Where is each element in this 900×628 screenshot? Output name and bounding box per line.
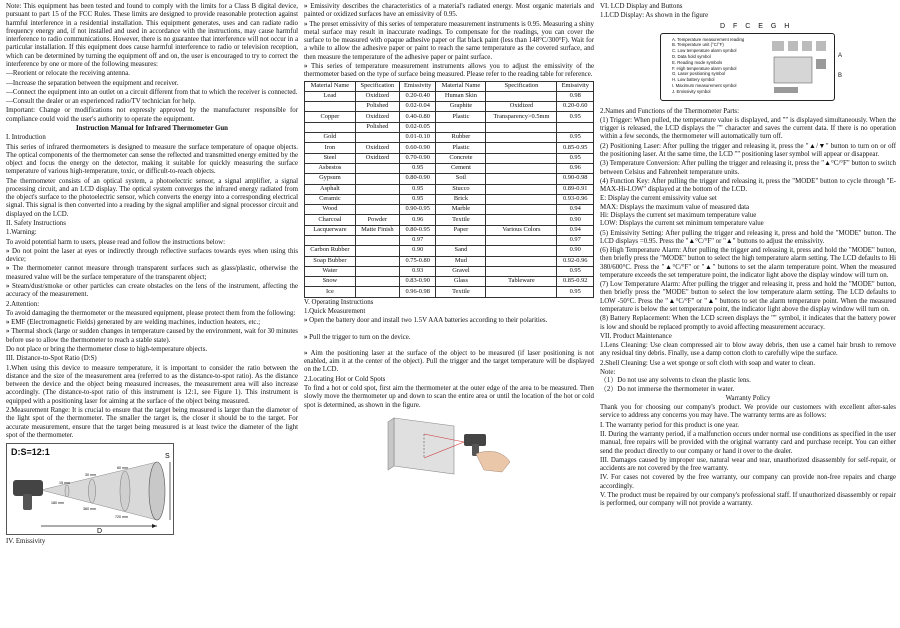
table-cell (355, 205, 399, 215)
warranty-item: I. The warranty period for this product is one year. (600, 421, 739, 429)
table-cell: 0.02-0.04 (399, 102, 436, 112)
maintenance-item: 2.Shell Cleaning: Use a wet sponge or soft cloth with soap and water to clean. (600, 359, 816, 367)
attention-item: » Thermal shock (large or sudden changes in temperature caused by the environment, wait for 30 minutes before use to allow the thermometer to reach a stable state). (6, 328, 298, 345)
emissivity-table (304, 81, 594, 298)
table-cell: Glass (436, 277, 486, 287)
part-item: (1) Trigger: When pulled, the temperature value is displayed, and "" is displayed simultaneously. When the trigger is released, the LCD displays the "" character and saves the current data. If there is no operation within a few seconds, the thermometer will automatically turn off. (600, 116, 896, 141)
table-cell (557, 122, 594, 132)
column-middle (304, 3, 594, 625)
warning-heading: 1.Warning: (6, 229, 37, 237)
table-row (305, 153, 594, 163)
lcd-legend-item: H. Low battery symbol (672, 77, 715, 83)
warranty-item: IV. For cases not covered by the free warranty, our company can provide non-free repairs and charge accordingly. (600, 474, 896, 490)
table-row (305, 102, 594, 112)
part-item: (3) Temperature Conversion: After pulling the trigger and releasing it, press the "▲°C/°F" button to switch between Celsius and Fahrenheit temperature units. (600, 160, 896, 176)
lcd-callout-b: B (838, 72, 843, 79)
lcd-subheading: 1.LCD Display: As shown in the figure (600, 12, 709, 20)
table-cell (486, 143, 557, 153)
table-cell: 0.95 (399, 194, 436, 204)
column-header: Emissivity (557, 81, 594, 91)
lcd-legend-item: I. Maximum measurement symbol (672, 82, 737, 88)
lcd-legend-item: B. Temperature unit (°C/°F) (672, 42, 724, 48)
table-cell: Snow (305, 277, 356, 287)
table-row (305, 277, 594, 287)
lcd-heading: VI. LCD Display and Buttons (600, 3, 683, 10)
table-row (305, 225, 594, 235)
parts-heading: 2.Names and Functions of the Thermometer Parts: (600, 107, 739, 115)
hot-spot-figure (304, 412, 594, 476)
table-cell: Concrete (436, 153, 486, 163)
table-cell (355, 174, 399, 184)
table-cell: Asbestos (305, 163, 356, 173)
table-cell (486, 153, 557, 163)
attention-intro: To avoid damaging the thermometer or the measured equipment, please protect them from the following: (6, 309, 296, 317)
part-item: (4) Function Key: After pulling the trigger and releasing it, press the "MODE" button to cycle through "E-MAX-Hi-LOW" displayed at the bottom of the LCD. (600, 177, 896, 194)
warning-item: » The thermometer cannot measure through transparent surfaces such as glass/plastic, otherwise the measured value will be the surface temperature of the transparent object; (6, 265, 298, 282)
table-cell (486, 256, 557, 266)
ops-subheading: 2.Locating Hot or Cold Spots (304, 375, 386, 383)
table-cell: Plastic (436, 112, 486, 122)
table-cell: 0.94 (557, 205, 594, 215)
table-cell: Lead (305, 91, 356, 101)
table-cell: 0.80-0.95 (399, 225, 436, 235)
table-cell: 0.95 (557, 266, 594, 276)
table-cell: Ice (305, 287, 356, 297)
table-cell (486, 163, 557, 173)
lcd-legend-item: D. Data hold symbol (672, 53, 711, 59)
table-cell: 0.85-0.95 (557, 143, 594, 153)
lcd-callout-letters: D F C E G H (720, 22, 793, 30)
table-cell: 0.95 (399, 184, 436, 194)
fcc-statement: Note: This equipment has been tested and found to comply with the limits for a Class B digital device, pursuant to part 15 of the FCC Rules. These limits are designed to provide reasonable protection against harmful interference in a residential installation. This equipment generates, uses and can radiate radio frequency energy and, if not installed and used in accordance with the instructions, may cause harmful interference to radio communications. However, there is no guarantee that interference will not occur in a particular installation. If this equipment does cause harmful interference to radio or television reception, which can be determined by turning the equipment off and on, the user is encouraged to try to correct the interference by one or more of the following measures: (6, 3, 298, 68)
fig-label-distance: 720 mm (115, 515, 128, 520)
table-cell: 0.90 (557, 246, 594, 256)
table-cell: Soil (436, 174, 486, 184)
table-cell: Polished (355, 102, 399, 112)
table-cell: Oxidized (355, 153, 399, 163)
table-cell: Various Colors (486, 225, 557, 235)
lcd-figure (600, 23, 896, 105)
table-row (305, 194, 594, 204)
table-cell: 0.95 (557, 153, 594, 163)
table-cell: Wood (305, 205, 356, 215)
table-row (305, 205, 594, 215)
table-cell: 0.90 (399, 246, 436, 256)
warranty-intro: Thank you for choosing our company's product. We provide our customers with excellent after-sales service to address any concerns you may have. The warranty terms are as follows: (600, 404, 896, 420)
table-row (305, 163, 594, 173)
table-row (305, 235, 594, 245)
table-cell: 0.90-0.95 (399, 205, 436, 215)
column-right (600, 3, 896, 625)
table-cell (355, 163, 399, 173)
table-cell: Tableware (486, 277, 557, 287)
table-cell: Soap Bubber (305, 256, 356, 266)
table-cell (355, 266, 399, 276)
table-cell (486, 122, 557, 132)
table-row (305, 122, 594, 132)
table-cell: 0.75-0.80 (399, 256, 436, 266)
table-cell: 0.90 (557, 215, 594, 225)
table-cell: 0.93 (399, 266, 436, 276)
ds-paragraph: 1.When using this device to measure temperature, it is important to consider the ratio between the distance and the size of the measurement area (referred to as the distance-to-spot ratio). As the distance between the device and the object being measured increases, the measurement area will also increase accordingly. (The distance-to-spot ratio of this instrument is 12:1, see Figure 1). This instrument is equipped with a positioning laser for aiming at the surface of the object being measured. (6, 364, 298, 405)
table-cell (355, 133, 399, 143)
ops-heading: V. Operating Instructions (304, 298, 374, 306)
lcd-digits (770, 39, 830, 97)
table-cell: Ceramic (305, 194, 356, 204)
scan-illustration (304, 412, 594, 476)
table-cell (486, 235, 557, 245)
table-cell: Rubber (436, 133, 486, 143)
column-header: Specification (355, 81, 399, 91)
warranty-item: II. During the warranty period, if a malfunction occurs under normal use conditions as specified in the user manual, free repairs will be provided with the original warranty card and purchase receipt. You can either send the product directly to our company or hand it over to the dealer. (600, 430, 896, 455)
table-row (305, 215, 594, 225)
table-cell: Powder (355, 215, 399, 225)
fig-label-distance: 360 mm (83, 507, 96, 512)
attention-heading: 2.Attention: (6, 300, 40, 308)
attention-note: Do not place or bring the thermometer close to high-temperature objects. (6, 345, 208, 353)
emissivity-heading: IV. Emissivity (6, 538, 46, 546)
table-row (305, 174, 594, 184)
safety-heading: II. Safety Instructions (6, 220, 66, 228)
table-cell: 0.83-0.90 (399, 277, 436, 287)
table-cell (355, 246, 399, 256)
table-row (305, 246, 594, 256)
table-row (305, 112, 594, 122)
table-cell (486, 205, 557, 215)
table-cell: 0.96 (557, 163, 594, 173)
table-cell: 0.20-0.60 (557, 102, 594, 112)
setting-item: (6) High Temperature Alarm: After pulling the trigger and releasing it, press and hold the "MODE" button, then briefly press the "MODE" button to select the high temperature alarm setting. The LCD defaults to Hi 380/600°C. Press the "▲°C/°F" or "▲" buttons to set the alarm temperature point. When the measured temperature exceeds the set temperature point, the indicator light above the display window will turn on. (600, 247, 896, 279)
table-cell: Stucco (436, 184, 486, 194)
ds-ratio-figure (6, 443, 174, 535)
table-cell (436, 122, 486, 132)
table-cell: Textile (436, 287, 486, 297)
table-cell: Textile (436, 215, 486, 225)
table-cell: 0.93-0.96 (557, 194, 594, 204)
table-cell (355, 194, 399, 204)
lcd-legend (672, 37, 762, 95)
table-cell: Sand (436, 246, 486, 256)
ops-step: » Open the battery door and install two 1.5V AAA batteries according to their polarities. (304, 317, 594, 325)
table-cell: Gravel (436, 266, 486, 276)
lcd-legend-item: F. High temperature alarm symbol (672, 65, 737, 71)
table-cell: Oxidized (355, 143, 399, 153)
table-cell (486, 133, 557, 143)
table-cell: Human Skin (436, 91, 486, 101)
setting-item: (5) Emissivity Setting: After pulling the trigger and releasing it, press and hold the "MODE" button. The LCD displays =0.95. Press the "▲°C/°F" or "▲" buttons to adjust the emissivity. (600, 229, 896, 245)
table-cell: Matte Finish (355, 225, 399, 235)
fig-label-spot: 30 mm (85, 473, 96, 478)
lcd-legend-item: C. Low temperature alarm symbol (672, 48, 737, 54)
table-cell: Plastic (436, 143, 486, 153)
ds-paragraph: 2.Measurement Range: It is crucial to ensure that the target being measured is larger than the diameter of the light spot of the thermometer. The smaller the target is, the closer it should be to the target. For accurate measurement, ensure that the target being measured is at least twice the diameter of the light spot of the thermometer. (6, 406, 298, 439)
table-cell (355, 184, 399, 194)
setting-item: (7) Low Temperature Alarm: After pulling the trigger and releasing it, press and hold the "MODE" button, then briefly press the "MODE" button to select the low temperature alarm setting. The LCD defaults to LOW -50°C. Press the "▲°C/°F" or "▲" buttons to set the alarm temperature point. When the measured temperature is below the set temperature point, the indicator light above the display window will turn on. (600, 281, 896, 314)
warranty-item: III. Damages caused by improper use, natural wear and tear, unauthorized disassembly for self-repair, or accidents are not covered by the free warranty. (600, 456, 896, 473)
note-item: （1）Do not use any solvents to clean the plastic lens. (600, 377, 751, 385)
table-cell (355, 277, 399, 287)
ops-step: » Pull the trigger to turn on the device. (304, 334, 594, 342)
column-header: Emissivity (399, 81, 436, 91)
maintenance-heading: VII. Product Maintenance (600, 332, 672, 340)
ds-cone-diagram (7, 444, 173, 534)
table-cell (355, 287, 399, 297)
table-body (305, 91, 594, 297)
note-item: （2）Do not immerse the thermometer in water. (600, 385, 735, 393)
lcd-legend-item: A. Temperature measurement reading (672, 36, 745, 42)
table-cell: Copper (305, 112, 356, 122)
table-cell: 0.98 (557, 91, 594, 101)
ds-ratio-label: D:S=12:1 (11, 447, 50, 458)
column-header: Material Name (305, 81, 356, 91)
note-heading: Note: (600, 369, 616, 376)
table-cell: 0.80-0.90 (399, 174, 436, 184)
table-row (305, 143, 594, 153)
table-cell (486, 91, 557, 101)
table-row (305, 91, 594, 101)
table-row (305, 256, 594, 266)
ops-subheading: 1.Quick Measurement (304, 308, 366, 316)
table-cell: Charcoal (305, 215, 356, 225)
lcd-legend-item: G. Laser positioning symbol (672, 71, 726, 77)
table-cell: 0.89-0.91 (557, 184, 594, 194)
warranty-title: Warranty Policy (725, 394, 771, 402)
table-cell (355, 256, 399, 266)
warning-intro: To avoid potential harm to users, please read and follow the instructions below: (6, 238, 226, 246)
table-row (305, 184, 594, 194)
lcd-legend-item: E. Reading mode symbols (672, 59, 723, 65)
table-cell (305, 122, 356, 132)
table-cell: 0.96-0.98 (399, 287, 436, 297)
fig-label-spot: 15 mm (59, 481, 70, 486)
ds-heading: III. Distance-to-Spot Ratio (D:S) (6, 355, 97, 363)
part-item: (2) Positioning Laser: After pulling the trigger and releasing it, press the "▲/▼" button to turn on or off the positioning laser. At the same time, the LCD "" positioning laser symbol will appear or disappear. (600, 142, 896, 158)
fcc-item: —Reorient or relocate the receiving antenna. (6, 70, 130, 78)
table-cell: 0.90-0.98 (557, 174, 594, 184)
lcd-callout-a: A (838, 52, 843, 59)
table-cell: 0.02-0.05 (399, 122, 436, 132)
fcc-item: —Connect the equipment into an outlet on a circuit different from that to which the receiver is connected. (6, 88, 298, 96)
table-cell (486, 215, 557, 225)
table-cell: 0.85-0.92 (557, 277, 594, 287)
table-cell: Steel (305, 153, 356, 163)
table-cell: Gypsum (305, 174, 356, 184)
fig-label-d: D (97, 528, 103, 535)
table-cell: Oxidized (355, 112, 399, 122)
table-cell: 0.60-0.90 (399, 143, 436, 153)
table-row (305, 266, 594, 276)
table-cell: Lacquerware (305, 225, 356, 235)
table-cell: 0.95 (557, 133, 594, 143)
column-header: Material Name (436, 81, 486, 91)
table-cell: Oxidized (486, 102, 557, 112)
table-cell: 0.95 (557, 287, 594, 297)
table-cell: Carbon Rubber (305, 246, 356, 256)
table-cell: Iron (305, 143, 356, 153)
table-cell: Oxidized (355, 91, 399, 101)
table-cell: 0.70-0.90 (399, 153, 436, 163)
table-cell: Cement (436, 163, 486, 173)
manual-title: Instruction Manual for Infrared Thermometer Gun (75, 124, 229, 132)
column-left (6, 3, 298, 625)
table-cell: Asphalt (305, 184, 356, 194)
lcd-legend-item: J. Emissivity symbol (672, 88, 711, 94)
table-cell: Polished (355, 122, 399, 132)
table-cell (436, 235, 486, 245)
table-cell: 0.20-0.40 (399, 91, 436, 101)
table-cell (486, 184, 557, 194)
mode-item: Hi: Displays the current set maximum temperature value (600, 211, 757, 219)
table-cell: 0.01-0.10 (399, 133, 436, 143)
table-cell: Graphite (436, 102, 486, 112)
fig-label-distance: 180 mm (51, 501, 64, 506)
table-cell: 0.92-0.96 (557, 256, 594, 266)
intro-paragraph: The thermometer consists of an optical system, a photoelectric sensor, a signal amplifier, a signal processing circuit, and an LCD display. The optical system converges the infrared energy radiated from the object's surface to the photoelectric sensor, which converts the energy into a corresponding electrical signal. This signal is then converted into a reading by the signal amplifier and signal processor circuit and displayed on the LCD. (6, 177, 298, 218)
table-cell: Brick (436, 194, 486, 204)
fcc-item: —Increase the separation between the equipment and receiver. (6, 79, 179, 87)
table-cell (486, 246, 557, 256)
table-cell (486, 174, 557, 184)
warning-item: » Steam/dust/smoke or other particles can create obstacles on the lens of the instrument, affecting the accuracy of the measurement. (6, 283, 298, 300)
maintenance-item: 1.Lens Cleaning: Use clean compressed air to blow away debris, then use a camel hair brush to remove any residual tiny debris. Finally, use a damp cotton cloth to carefully wipe the surface. (600, 342, 896, 358)
table-cell (486, 194, 557, 204)
ops-paragraph: To find a hot or cold spot, first aim the thermometer at the outer edge of the area to be measured. Then slowly move the thermometer up and down to scan the entire area or until the location of the hot or cold spot is determined, as shown in the figure. (304, 385, 594, 409)
warranty-item: V. The product must be repaired by our company's professional staff. If unauthorized disassembly or repair is performed, our company will not provide a warranty. (600, 491, 896, 508)
table-cell: Gold (305, 133, 356, 143)
table-cell: 0.95 (557, 112, 594, 122)
fcc-item: Important: Change or modifications not expressly approved by the manufacturer responsible for compliance could void the user's authority to operate the equipment. (6, 107, 298, 123)
emissivity-paragraph: » The preset emissivity of this series of temperature measurement instruments is 0.95. Measuring a shiny metal surface may result in inaccurate readings. To compensate for the readings, you can cover the surface to be measured with opaque adhesive paper or flat black paint (less than 148°C/300°F). Wait for a while to allow the adhesive paper or paint to reach the same temperature as the covered surface, and then measure the temperature of the adhesive paper or paint surface. (304, 21, 594, 62)
table-row (305, 287, 594, 297)
emissivity-paragraph: » Emissivity describes the characteristics of a material's radiated energy. Most organic materials and painted or oxidized surfaces have an emissivity of 0.95. (304, 3, 594, 20)
table-cell (305, 102, 356, 112)
table-cell: 0.95 (399, 163, 436, 173)
fig-label-spot: 60 mm (117, 466, 128, 471)
table-header-row (305, 81, 594, 91)
fig-label-s: S (165, 453, 170, 461)
table-cell: Transparency>0.5mm (486, 112, 557, 122)
table-cell (305, 235, 356, 245)
table-cell: 0.97 (399, 235, 436, 245)
column-header: Specification (486, 81, 557, 91)
table-cell: 0.97 (557, 235, 594, 245)
intro-heading: I. Introduction (6, 134, 46, 142)
table-cell: Marble (436, 205, 486, 215)
attention-item: » EMF (Electromagnetic Fields) generated by are welding machines, induction heaters, etc.; (6, 319, 298, 327)
mode-item: MAX: Displays the maximum value of measured data (600, 203, 750, 211)
table-cell (486, 266, 557, 276)
table-cell: 0.40-0.80 (399, 112, 436, 122)
table-cell: Paper (436, 225, 486, 235)
ops-step: » Aim the positioning laser at the surface of the object to be measured (if laser positioning is not enabled, aim it at the center of the object). Pull the trigger and the target temperature will be displayed on the LCD. (304, 350, 594, 375)
warning-item: » Do not point the laser at eyes or indirectly through reflective surfaces towards eyes when using this device; (6, 248, 298, 265)
intro-paragraph: This series of infrared thermometers is designed to measure the surface temperature of opaque objects. The optical components of the thermometer can sense the reflected and transmitted energy emitted by the object and focus the energy on the detector, making it suitable for quickly measuring the surface temperature of various high-temperature, toxic, or difficult-to-reach objects. (6, 143, 298, 176)
mode-item: LOW: Displays the current set minimum temperature value (600, 220, 764, 228)
table-cell: Mud (436, 256, 486, 266)
table-cell: Water (305, 266, 356, 276)
setting-item: (8) Battery Replacement: When the LCD screen displays the "" symbol, it indicates that the battery power is low and should be replaced promptly to avoid affecting measurement accuracy. (600, 315, 896, 331)
emissivity-paragraph: » This series of temperature measurement instruments allows you to adjust the emissivity of the thermometer based on the type of surface being measured. Please refer to the reading table for reference. (304, 63, 594, 80)
table-cell: 0.94 (557, 225, 594, 235)
table-row (305, 133, 594, 143)
fcc-item: —Consult the dealer or an experienced radio/TV technician for help. (6, 98, 196, 106)
table-cell: 0.96 (399, 215, 436, 225)
table-cell (355, 235, 399, 245)
table-cell (486, 287, 557, 297)
mode-item: E: Display the current emissivity value set (600, 195, 717, 203)
